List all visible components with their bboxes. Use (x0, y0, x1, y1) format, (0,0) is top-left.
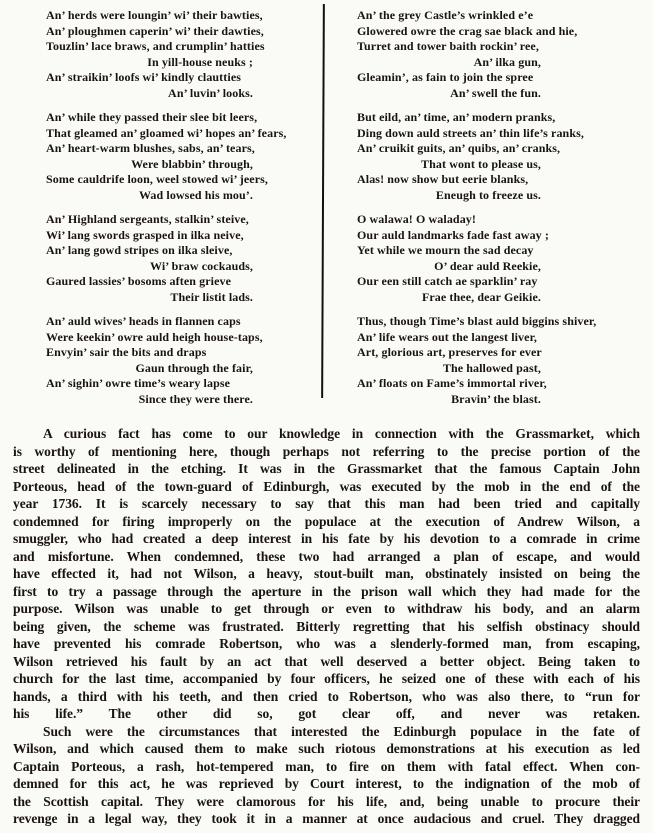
poem-stanza (357, 110, 653, 203)
poem-line: Wi’ lang swords grasped in ilka neive, (46, 227, 244, 242)
poem-line: Envyin’ sair the bits and draps (46, 345, 207, 359)
poem-line: The hallowed past, (442, 360, 541, 375)
prose-line: purpose. Wilson was unable to get through or even to withdraw his body, and an alarm (13, 601, 640, 616)
poem-stanza (46, 110, 323, 203)
poem-line: An’ swell the fun. (450, 85, 541, 100)
poem-line: Touzlin’ lace braws, and crumplin’ hatties (46, 39, 265, 53)
prose-line: condemned for firing improperly on the populace at the execution of Andrew Wilson, a (13, 513, 640, 529)
poem-line: Were blabbin’ through, (131, 156, 253, 171)
poem-line: An’ lang gowd stripes on ilka sleive, (46, 243, 233, 257)
poem-stanza (46, 212, 323, 305)
poem-line: An’ herds were loungin’ wi’ their bawties, (46, 8, 263, 22)
poem-line: An’ sighin’ owre time’s weary lapse (46, 376, 231, 390)
poem-line: Gaun through the fair, (135, 360, 253, 375)
poem-line: Art, glorious art, preserves for ever (357, 345, 542, 359)
poem-line: Our een still catch ae sparklin’ ray (357, 274, 538, 288)
poem-line: Wi’ braw cockauds, (149, 258, 253, 273)
poem-line: An’ Highland sergeants, stalkin’ steive, (46, 212, 249, 226)
prose-line: have prevented his comrade Robertson, who was a slenderly-formed man, from escaping, (13, 636, 640, 651)
prose-section (0, 425, 653, 828)
prose-line: demned for this act, he was reprieved by Court interest, to the indignation of the mob of (13, 776, 640, 791)
prose-paragraph (13, 723, 640, 828)
prose-line: his life.” The other did so, got clear off, and never was retaken. (13, 706, 640, 721)
prose-line: A curious fact has come to our knowledge in connection with the Grassmarket, which (43, 426, 640, 441)
poem-line: Their listit lads. (170, 289, 253, 304)
poem-line: Ding down auld streets an’ thin life’s ranks, (357, 125, 584, 140)
poem-stanza (357, 8, 653, 101)
poem-line: But eild, an’ time, an’ modern pranks, (357, 110, 556, 124)
poem-line: Glowered owre the crag sae black and hie, (357, 23, 578, 38)
poem-line: An’ cruikit guits, an’ quibs, an’ cranks, (357, 141, 561, 155)
prose-line: Wilson, and which caused them to make such riotous demonstrations at his execution as led (13, 741, 640, 756)
poem-section (0, 0, 653, 416)
poem-line: An’ the grey Castle’s wrinkled e’e (357, 8, 534, 22)
poem-line: An’ luvin’ looks. (168, 85, 253, 100)
prose-line: Captain Porteous, a rash, hot-tempered man, to fire on them with fatal effect. When con- (13, 758, 640, 774)
prose-line: have effected it, had not Wilson, a heavy, stout-built man, obstinately insisted on being the (13, 566, 640, 581)
prose-line: street delineated in the etching. It was in the Grassmarket that the famous Captain John (13, 461, 640, 476)
poem-line: Gleamin’, as fain to join the spree (357, 70, 534, 84)
poem-line: That wont to please us, (421, 156, 541, 171)
poem-stanza (357, 314, 653, 407)
poem-line: An’ life wears out the langest liver, (357, 329, 538, 344)
poem-line: Were keekin’ owre auld heigh house-taps, (46, 329, 263, 344)
poem-line: O walawa! O waladay! (357, 212, 476, 226)
prose-line: is worthy of mentioning here, though perhaps not referring to the precise portion of the (13, 443, 640, 459)
poem-line: Bravin’ the blast. (451, 391, 541, 406)
poem-line: An’ straikin’ loofs wi’ kindly clautties (46, 70, 242, 84)
poem-line: Gaured lassies’ bosoms aften grieve (46, 274, 232, 288)
poem-stanza (46, 8, 323, 101)
prose-line: revenge in a legal way, they took it in a manner at once audacious and cruel. They dragged (13, 811, 640, 826)
poem-line: In yill-house neuks ; (147, 54, 253, 69)
poem-line: An’ while they passed their slee bit leers, (46, 110, 258, 124)
poem-line: Some cauldrife loon, weel stowed wi’ jeers, (46, 172, 269, 186)
prose-line: the Scottish capital. They were clamorous for his life, and, being unable to procure their (13, 793, 640, 809)
poem-line: An’ heart-warm blushes, sabs, an’ tears, (46, 141, 255, 155)
poem-stanza (46, 314, 323, 407)
poem-line: Since they were there. (138, 391, 253, 406)
poem-line: Turret and tower baith rockin’ ree, (357, 39, 539, 53)
poem-line: Yet while we mourn the sad decay (357, 243, 534, 257)
poem-line: Thus, though Time’s blast auld biggins shiver, (357, 314, 597, 328)
poem-line: That gleamed an’ gloamed wi’ hopes an’ fears, (46, 125, 287, 140)
prose-line: church for the last time, accompanied by four officers, he seized one of these with each of his (13, 671, 640, 686)
poem-column-left (0, 8, 323, 416)
poem-line: Frae thee, dear Geikie. (421, 289, 541, 304)
prose-line: being given, the scheme was frustrated. Bitterly regretting that his selfish obstinacy should (13, 618, 640, 634)
prose-line: Wilson retrieved his fault by an act that well deserved a better object. Being taken to (13, 653, 640, 669)
prose-line: first to try a passage through the aperture in the prison wall which they had made for the (13, 583, 640, 599)
poem-line: Our auld landmarks fade fast away ; (357, 227, 549, 242)
poem-line: O’ dear auld Reekie, (434, 258, 541, 273)
prose-line: year 1736. It is scarcely necessary to say that this man had been tried and capitally (13, 496, 640, 511)
poem-line: Eneugh to freeze us. (435, 187, 541, 202)
poem-line: An’ auld wives’ heads in flannen caps (46, 314, 241, 328)
poem-line: An’ floats on Fame’s immortal river, (357, 376, 547, 390)
poem-line: An’ ploughmen caperin’ wi’ their dawties, (46, 23, 264, 38)
prose-line: Porteous, head of the town-guard of Edinburgh, was executed by the mob in the end of the (13, 478, 640, 494)
prose-paragraph (13, 425, 640, 723)
prose-line: and misfortune. When condemned, these two had arranged a plan of escape, and would (13, 548, 640, 564)
prose-line: smuggler, who had created a deep interest in his fate by his devotion to a comrade in crime (13, 531, 640, 546)
poem-line: Alas! now show but eerie blanks, (357, 172, 529, 186)
poem-stanza (357, 212, 653, 305)
prose-line: hands, a third with his teeth, and then cried to Robertson, who was also there, to “run for (13, 688, 640, 704)
poem-column-right (323, 8, 653, 416)
prose-line: Such were the circumstances that interested the Edinburgh populace in the fate of (43, 723, 640, 739)
poem-line: Wad lowsed his mou’. (138, 187, 253, 202)
poem-line: An’ ilka gun, (473, 54, 541, 69)
